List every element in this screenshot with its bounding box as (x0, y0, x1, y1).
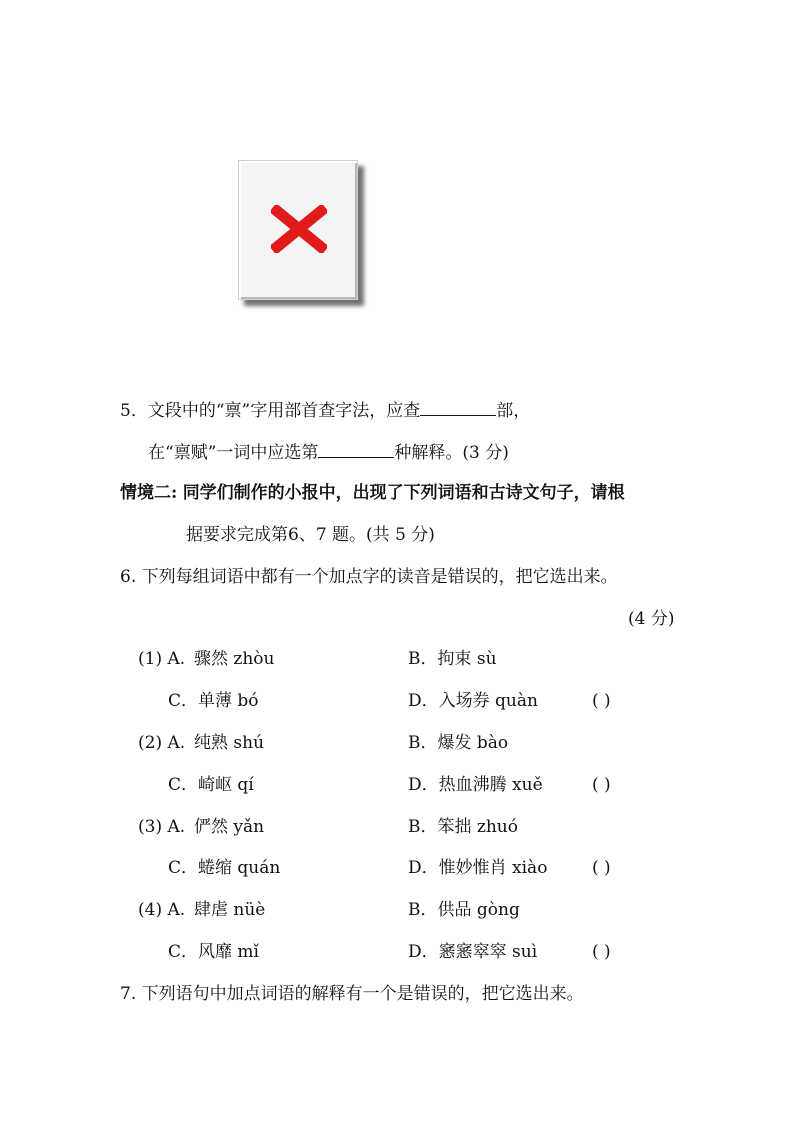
q6-g2-answer-paren[interactable]: ( ) (592, 775, 611, 795)
red-x-icon (271, 205, 327, 253)
scenario2-text2: 据要求完成第6、7 题。(共 5 分) (186, 525, 435, 545)
q6-g1-option-a[interactable]: 骤然 zhòu (194, 649, 275, 669)
q5-blank-meaning[interactable] (318, 439, 394, 458)
q5-line2-prefix: 在“禀赋”一词中应选第 (148, 443, 319, 463)
q6-g2-option-d[interactable]: D．热血沸腾 xuě (408, 775, 543, 795)
q6-g2-num: (2) A. (138, 733, 186, 753)
q6-g4-num: (4) A. (138, 900, 186, 920)
q6-g4-answer-paren[interactable]: ( ) (592, 942, 611, 962)
q6-g1-answer-paren[interactable]: ( ) (592, 691, 611, 711)
q6-g1-option-b[interactable]: B．拘束 sù (408, 649, 497, 669)
q5-line1-prefix: 5．文段中的“禀”字用部首查字法，应查 (120, 401, 421, 421)
q6-g4-option-b[interactable]: B．供品 gòng (408, 900, 520, 920)
q6-g1-num: (1) A. (138, 649, 186, 669)
q6-g1-option-d[interactable]: D．入场券 quàn (408, 691, 538, 711)
q6-g4-option-d[interactable]: D．窸窸窣窣 suì (408, 942, 538, 962)
q7-stem: 7. 下列语句中加点词语的解释有一个是错误的，把它选出来。 (120, 984, 584, 1004)
q6-g3-option-d[interactable]: D．惟妙惟肖 xiào (408, 858, 548, 878)
q6-g3-answer-paren[interactable]: ( ) (592, 858, 611, 878)
q6-score: (4 分) (628, 609, 675, 629)
scenario2-label: 情境二: (120, 483, 178, 503)
q6-g3-option-a[interactable]: 俨然 yǎn (194, 817, 265, 837)
broken-image-icon (238, 160, 358, 300)
scenario2-line1 (120, 481, 625, 505)
q6-g2-option-a[interactable]: 纯熟 shú (194, 733, 265, 753)
q6-g2-option-c[interactable]: C．崎岖 qí (168, 775, 254, 795)
q5-line1 (120, 397, 530, 423)
q5-line2-suffix: 种解释。(3 分) (394, 443, 509, 463)
q6-g1-option-c[interactable]: C．单薄 bó (168, 691, 259, 711)
scenario2-line2 (186, 523, 435, 547)
q5-blank-radical[interactable] (420, 397, 496, 416)
q5-line1-suffix: 部， (496, 401, 531, 421)
q5-line2 (148, 439, 509, 465)
q6-g3-option-b[interactable]: B．笨拙 zhuó (408, 817, 518, 837)
q6-g2-option-b[interactable]: B．爆发 bào (408, 733, 509, 753)
q6-g3-option-c[interactable]: C．蜷缩 quán (168, 858, 281, 878)
q6-g4-option-c[interactable]: C．风靡 mǐ (168, 942, 259, 962)
q6-stem: 6. 下列每组词语中都有一个加点字的读音是错误的，把它选出来。 (120, 567, 618, 587)
q6-g3-num: (3) A. (138, 817, 186, 837)
scenario2-text1: 同学们制作的小报中，出现了下列词语和古诗文句子，请根 (182, 483, 625, 503)
q6-g4-option-a[interactable]: 肆虐 nüè (194, 900, 266, 920)
